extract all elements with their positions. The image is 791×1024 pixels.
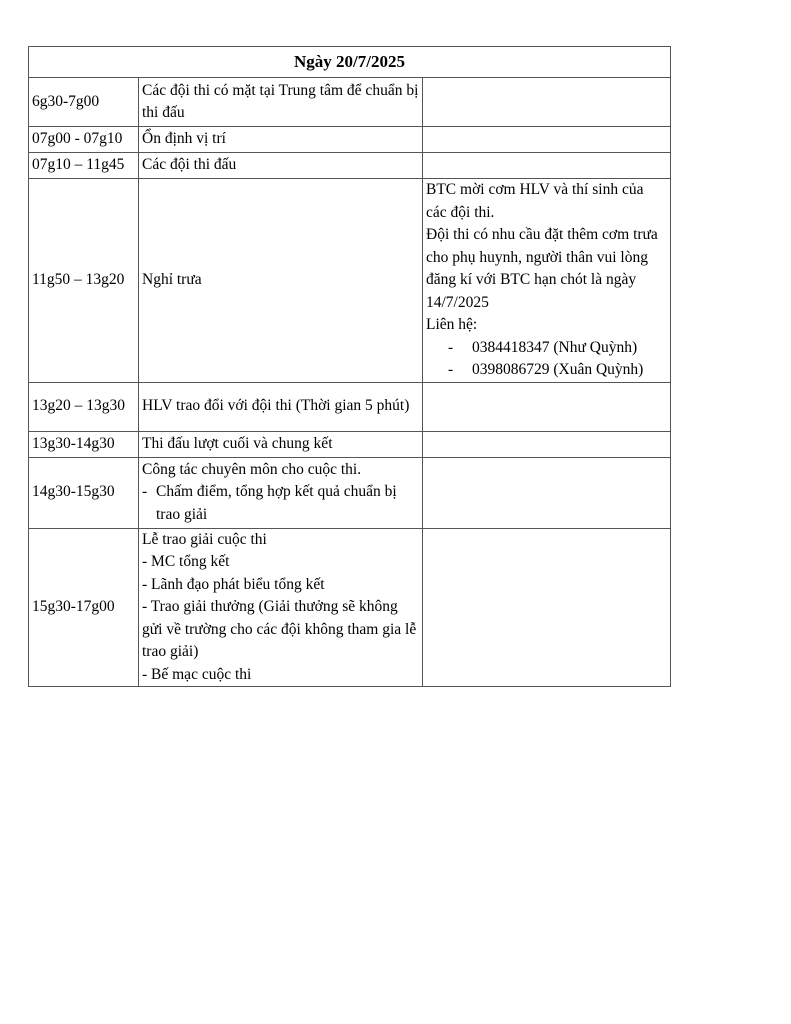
note-cell — [423, 382, 671, 431]
note-cell — [423, 127, 671, 153]
title-row — [29, 47, 671, 78]
note-cell — [423, 78, 671, 127]
contact-list — [426, 337, 667, 382]
activity-line: - Lãnh đạo phát biểu tổng kết — [142, 575, 325, 593]
contact-item — [426, 359, 667, 382]
note-line: BTC mời cơm HLV và thí sinh của các đội thi. — [426, 181, 644, 221]
time-cell: 15g30-17g00 — [29, 528, 139, 687]
table-row — [29, 153, 671, 179]
activity-line: Thi đấu lượt cuối và chung kết — [142, 434, 333, 452]
activity-cell — [139, 153, 423, 179]
activity-line: Các đội thi có mặt tại Trung tâm để chuẩn bị thi đấu — [142, 81, 419, 121]
activity-line: Ổn định vị trí — [142, 130, 226, 148]
schedule-title: Ngày 20/7/2025 — [29, 47, 671, 78]
contact-text: 0398086729 (Xuân Quỳnh) — [472, 361, 644, 378]
time-cell: 13g30-14g30 — [29, 431, 139, 457]
table-row — [29, 457, 671, 528]
activity-line: Nghỉ trưa — [142, 271, 202, 288]
note-cell — [423, 431, 671, 457]
time-cell: 6g30-7g00 — [29, 78, 139, 127]
activity-cell — [139, 431, 423, 457]
table-row — [29, 382, 671, 431]
table-row — [29, 528, 671, 687]
activity-line: - MC tổng kết — [142, 553, 230, 570]
bullet-text: Chấm điểm, tổng hợp kết quả chuẩn bị trao giải — [156, 483, 397, 523]
note-cell — [423, 153, 671, 179]
time-cell: 13g20 – 13g30 — [29, 382, 139, 431]
activity-line: Lễ trao giải cuộc thi — [142, 530, 267, 548]
bullet-item — [142, 481, 419, 526]
contact-text: 0384418347 (Như Quỳnh) — [472, 338, 638, 356]
activity-line: - Bế mạc cuộc thi — [142, 665, 252, 683]
time-cell: 07g10 – 11g45 — [29, 153, 139, 179]
activity-line: Công tác chuyên môn cho cuộc thi. — [142, 460, 362, 478]
contact-item — [426, 337, 667, 360]
table-row — [29, 431, 671, 457]
note-cell — [423, 179, 671, 383]
activity-line: - Trao giải thưởng (Giải thưởng sẽ không gửi về trường cho các đội không tham gia lễ trao giải) — [142, 598, 417, 660]
activity-cell — [139, 127, 423, 153]
dash-bullet: - — [448, 361, 454, 378]
activity-cell — [139, 457, 423, 528]
table-row — [29, 127, 671, 153]
activity-cell — [139, 528, 423, 687]
note-cell — [423, 528, 671, 687]
time-cell: 14g30-15g30 — [29, 457, 139, 528]
time-cell: 11g50 – 13g20 — [29, 179, 139, 383]
table-row — [29, 179, 671, 383]
activity-line: HLV trao đổi với đội thi (Thời gian 5 phút) — [142, 397, 410, 415]
activity-cell — [139, 382, 423, 431]
time-cell: 07g00 - 07g10 — [29, 127, 139, 153]
activity-line: Các đội thi đấu — [142, 156, 237, 174]
dash-bullet: - — [142, 483, 148, 501]
note-line: Đội thi có nhu cầu đặt thêm cơm trưa cho phụ huynh, người thân vui lòng đăng kí với BTC hạn chót là ngày 14/7/2025 — [426, 226, 658, 311]
dash-bullet: - — [448, 338, 454, 356]
activity-cell — [139, 78, 423, 127]
note-cell — [423, 457, 671, 528]
note-line: Liên hệ: — [426, 316, 478, 333]
activity-cell — [139, 179, 423, 383]
schedule-table — [28, 46, 671, 687]
table-row — [29, 78, 671, 127]
